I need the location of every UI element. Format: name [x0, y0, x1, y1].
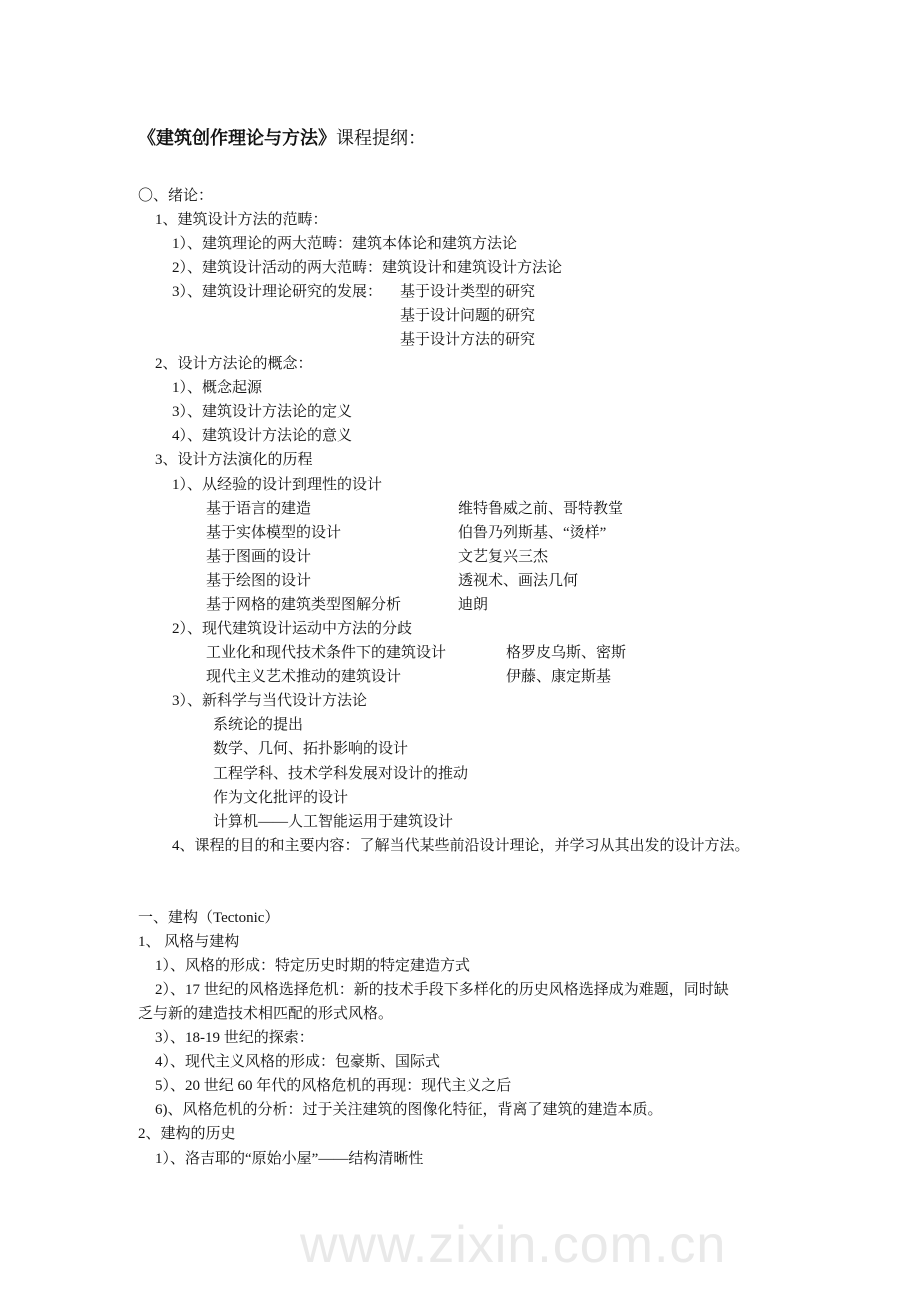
method-example: 格罗皮乌斯、密斯: [506, 645, 627, 661]
tectonic-s1-item: 3）、18-19 世纪的探索：: [155, 1030, 314, 1046]
intro-s1-item: 3）、建筑设计理论研究的发展：: [172, 284, 383, 300]
method-name: 基于语言的建造: [206, 501, 312, 517]
method-example: 迪朗: [458, 597, 489, 613]
intro-s1-item: 1）、建筑理论的两大范畴：建筑本体论和建筑方法论: [172, 236, 518, 252]
intro-s2-item: 3）、建筑设计方法论的定义: [172, 404, 353, 420]
intro-s1-item: 2）、建筑设计活动的两大范畴：建筑设计和建筑设计方法论: [172, 260, 563, 276]
intro-s2-item: 1）、概念起源: [172, 380, 263, 396]
method-example: 文艺复兴三杰: [458, 549, 549, 565]
intro-s4: 4、课程的目的和主要内容：了解当代某些前沿设计理论，并学习从其出发的设计方法。: [172, 838, 750, 854]
tectonic-s2-heading: 2、建构的历史: [138, 1126, 236, 1142]
method-name: 基于图画的设计: [206, 549, 312, 565]
tectonic-s1-item: 4）、现代主义风格的形成：包豪斯、国际式: [155, 1054, 441, 1070]
science-item: 数学、几何、拓扑影响的设计: [213, 741, 409, 757]
method-name: 工业化和现代技术条件下的建筑设计: [206, 645, 447, 661]
page-title-rest: 课程提纲：: [336, 128, 426, 148]
science-item: 系统论的提出: [213, 717, 304, 733]
tectonic-s2-item: 1）、洛吉耶的“原始小屋”——结构清晰性: [155, 1151, 424, 1167]
science-item: 工程学科、技术学科发展对设计的推动: [213, 766, 469, 782]
watermark: www.zixin.com.cn: [300, 1216, 727, 1274]
method-example: 透视术、画法几何: [458, 573, 579, 589]
method-name: 基于实体模型的设计: [206, 525, 342, 541]
tectonic-s1-heading: 1、 风格与建构: [138, 934, 240, 950]
page-title-bold: 《建筑创作理论与方法》: [138, 128, 336, 148]
method-name: 基于网格的建筑类型图解分析: [206, 597, 402, 613]
tectonic-s1-item-cont: 乏与新的建造技术相匹配的形式风格。: [138, 1006, 394, 1022]
intro-s3-p3-heading: 3）、新科学与当代设计方法论: [172, 693, 368, 709]
section-intro-heading: 〇、绪论：: [138, 188, 214, 204]
intro-s1-heading: 1、建筑设计方法的范畴：: [155, 212, 328, 228]
method-example: 维特鲁威之前、哥特教堂: [458, 501, 624, 517]
method-name: 现代主义艺术推动的建筑设计: [206, 669, 402, 685]
science-item: 计算机——人工智能运用于建筑设计: [213, 814, 454, 830]
page-title: [138, 129, 426, 147]
intro-s2-heading: 2、设计方法论的概念：: [155, 356, 313, 372]
section-tectonic-heading: 一、建构（Tectonic）: [138, 910, 280, 926]
intro-s3-p2-heading: 2）、现代建筑设计运动中方法的分歧: [172, 621, 413, 637]
research-item: 基于设计类型的研究: [400, 284, 536, 300]
method-name: 基于绘图的设计: [206, 573, 312, 589]
intro-s3-heading: 3、设计方法演化的历程: [155, 452, 313, 468]
science-item: 作为文化批评的设计: [213, 790, 349, 806]
tectonic-s1-item: 1）、风格的形成：特定历史时期的特定建造方式: [155, 958, 471, 974]
tectonic-s1-item: 6)、风格危机的分析：过于关注建筑的图像化特征，背离了建筑的建造本质。: [155, 1102, 663, 1118]
tectonic-s1-item: 2）、17 世纪的风格选择危机：新的技术手段下多样化的历史风格选择成为难题，同时缺: [155, 982, 729, 998]
method-example: 伊藤、康定斯基: [506, 669, 612, 685]
research-item: 基于设计方法的研究: [400, 332, 536, 348]
intro-s2-item: 4）、建筑设计方法论的意义: [172, 428, 353, 444]
method-example: 伯鲁乃列斯基、“烫样”: [458, 525, 607, 541]
intro-s3-p1-heading: 1）、从经验的设计到理性的设计: [172, 477, 383, 493]
tectonic-s1-item: 5）、20 世纪 60 年代的风格危机的再现：现代主义之后: [155, 1078, 512, 1094]
research-item: 基于设计问题的研究: [400, 308, 536, 324]
